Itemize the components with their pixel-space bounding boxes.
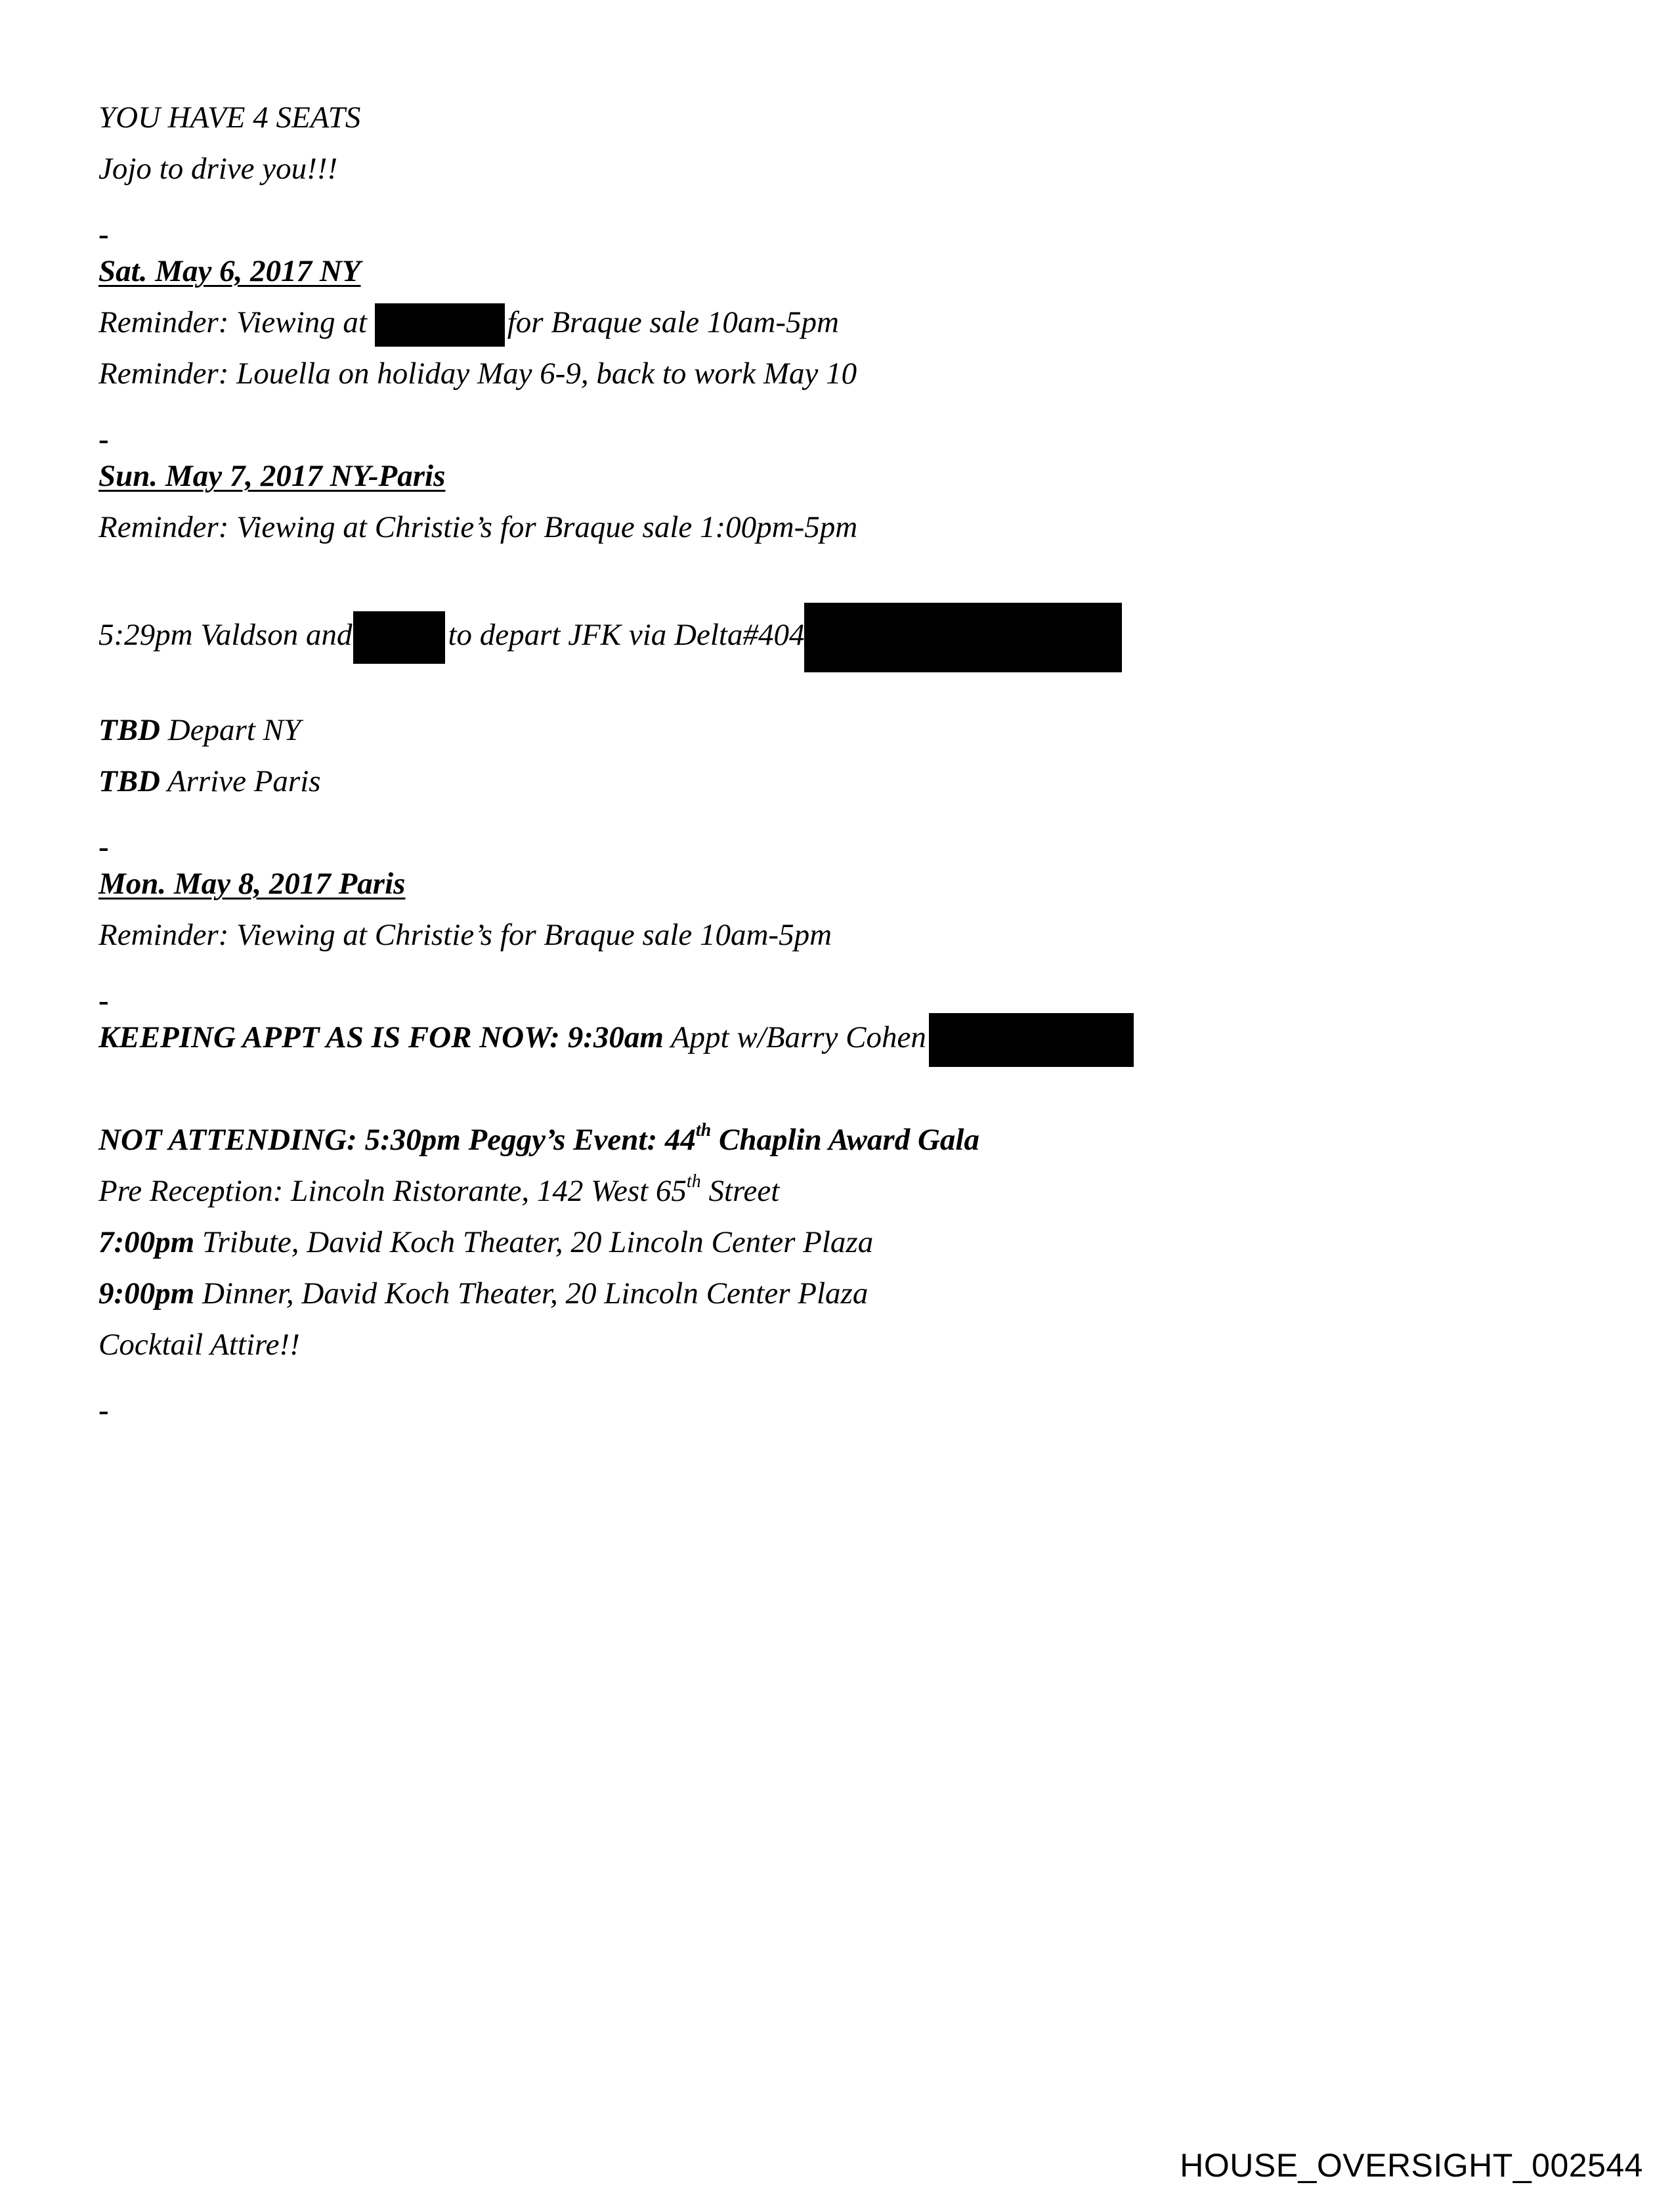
not-attending-text-pre: NOT ATTENDING: 5:30pm Peggy’s Event: 44 (98, 1123, 696, 1157)
bates-number: HOUSE_OVERSIGHT_002544 (1180, 2147, 1643, 2184)
keeping-appt-text: Appt w/Barry Cohen (663, 1020, 926, 1054)
separator-dash: - (98, 1393, 109, 1427)
tbd-label: TBD (98, 764, 160, 798)
tbd-label: TBD (98, 713, 160, 747)
keeping-appt-bold: KEEPING APPT AS IS FOR NOW: 9:30am (98, 1020, 664, 1054)
depart-ny-text: Depart NY (160, 713, 301, 747)
pre-reception-text-post: Street (700, 1174, 780, 1208)
arrive-paris-text: Arrive Paris (160, 764, 321, 798)
not-attending-text-post: Chaplin Award Gala (711, 1123, 979, 1157)
separator-dash: - (98, 984, 109, 1018)
mon-viewing-reminder: Reminder: Viewing at Christie’s for Braque sale 10am-5pm (98, 918, 832, 952)
mon-date-header: Mon. May 8, 2017 Paris (98, 867, 406, 901)
redaction-box (375, 303, 505, 347)
sat-viewing-text-pre: Reminder: Viewing at (98, 305, 375, 339)
sun-flight-text-pre: 5:29pm Valdson and (98, 617, 353, 652)
sat-viewing-text-post: for Braque sale 10am-5pm (507, 305, 839, 339)
ordinal-suffix: th (686, 1171, 701, 1192)
seats-line: YOU HAVE 4 SEATS (98, 100, 361, 135)
sat-louella-reminder: Reminder: Louella on holiday May 6-9, back to work May 10 (98, 357, 857, 391)
sun-flight-text-mid: to depart JFK via Delta#404 (448, 617, 805, 652)
sun-date-header: Sun. May 7, 2017 NY-Paris (98, 459, 446, 493)
tribute-time: 7:00pm (98, 1225, 195, 1259)
tribute-text: Tribute, David Koch Theater, 20 Lincoln Center Plaza (194, 1225, 874, 1259)
ordinal-suffix: th (695, 1120, 712, 1141)
pre-reception-text-pre: Pre Reception: Lincoln Ristorante, 142 West 65 (98, 1174, 687, 1208)
sat-date-header: Sat. May 6, 2017 NY (98, 254, 361, 288)
redaction-box (929, 1013, 1134, 1067)
pre-reception-line (98, 1165, 779, 1217)
separator-dash: - (98, 422, 109, 456)
dinner-line (98, 1268, 868, 1319)
redaction-box (353, 611, 445, 664)
sun-viewing-reminder: Reminder: Viewing at Christie’s for Braque sale 1:00pm-5pm (98, 510, 858, 544)
separator-dash: - (98, 830, 109, 864)
attire-line: Cocktail Attire!! (98, 1328, 300, 1362)
separator-dash: - (98, 217, 109, 251)
tribute-line (98, 1217, 873, 1268)
sat-viewing-reminder (98, 297, 839, 348)
keeping-appt-line (98, 1012, 1134, 1067)
redaction-box (804, 603, 1122, 672)
sun-flight-line (98, 603, 1122, 672)
tbd-arrive-line (98, 756, 321, 807)
dinner-time: 9:00pm (98, 1276, 195, 1311)
driver-line: Jojo to drive you!!! (98, 152, 338, 186)
dinner-text: Dinner, David Koch Theater, 20 Lincoln Center Plaza (194, 1276, 869, 1311)
tbd-depart-line (98, 705, 301, 756)
not-attending-line (98, 1114, 979, 1165)
